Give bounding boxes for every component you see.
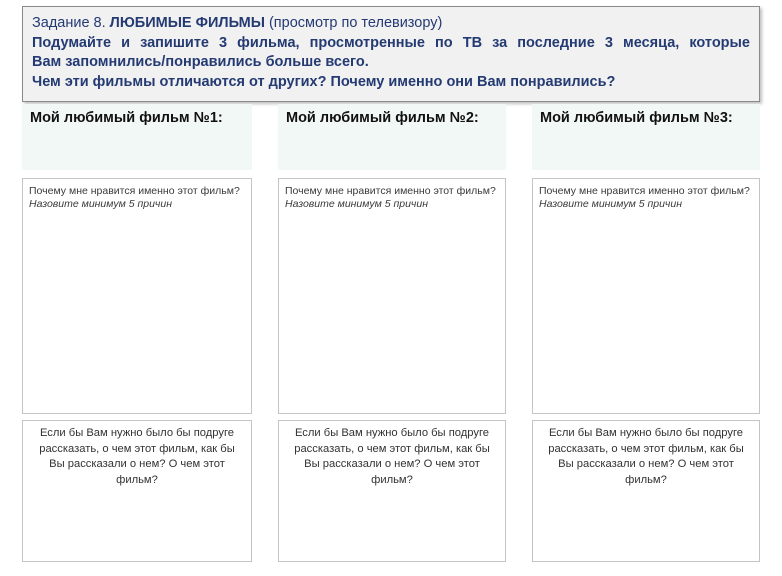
film-1-reasons-hint: Назовите минимум 5 причин — [29, 198, 172, 210]
task-label: Задание 8. — [32, 15, 106, 31]
film-1-summary-box[interactable] — [22, 420, 252, 562]
film-1-reasons-question: Почему мне нравится именно этот фильм? — [29, 185, 240, 197]
film-3-summary-question: Если бы Вам нужно было бы подруге рассказать, о чем этот фильм, как бы Вы рассказали о нем? О чем этот фильм? — [548, 427, 744, 486]
task-header — [22, 6, 760, 102]
film-3-reasons-question: Почему мне нравится именно этот фильм? — [539, 185, 750, 197]
film-2-reasons-question: Почему мне нравится именно этот фильм? — [285, 185, 496, 197]
film-2-title-field[interactable] — [278, 104, 506, 170]
task-title: ЛЮБИМЫЕ ФИЛЬМЫ — [109, 15, 265, 31]
film-1-title-label: Мой любимый фильм №1: — [30, 110, 223, 126]
task-note: (просмотр по телевизору) — [264, 15, 443, 31]
task-instruction-line-4: Чем эти фильмы отличаются от других? Почему именно они Вам понравились? — [32, 73, 616, 90]
film-3-summary-box[interactable] — [532, 420, 760, 562]
task-instruction-line-2: Подумайте и запишите 3 фильма, просмотренные по ТВ за последние 3 месяца, которые — [32, 34, 750, 51]
film-1-title-field[interactable] — [22, 104, 252, 170]
film-3-reasons-hint: Назовите минимум 5 причин — [539, 198, 682, 210]
task-instruction-line-3: Вам запомнились/понравились больше всего. — [32, 54, 369, 70]
film-2-reasons-box[interactable] — [278, 178, 506, 414]
film-2-title-label: Мой любимый фильм №2: — [286, 110, 479, 126]
film-3-title-label: Мой любимый фильм №3: — [540, 110, 733, 126]
film-1-reasons-box[interactable] — [22, 178, 252, 414]
film-3-title-field[interactable] — [532, 104, 760, 170]
film-2-reasons-hint: Назовите минимум 5 причин — [285, 198, 428, 210]
film-2-summary-question: Если бы Вам нужно было бы подруге рассказать, о чем этот фильм, как бы Вы рассказали о нем? О чем этот фильм? — [294, 427, 490, 486]
film-3-reasons-box[interactable] — [532, 178, 760, 414]
film-1-summary-question: Если бы Вам нужно было бы подруге рассказать, о чем этот фильм, как бы Вы рассказали о нем? О чем этот фильм? — [39, 427, 235, 486]
film-2-summary-box[interactable] — [278, 420, 506, 562]
task-heading — [32, 14, 750, 34]
